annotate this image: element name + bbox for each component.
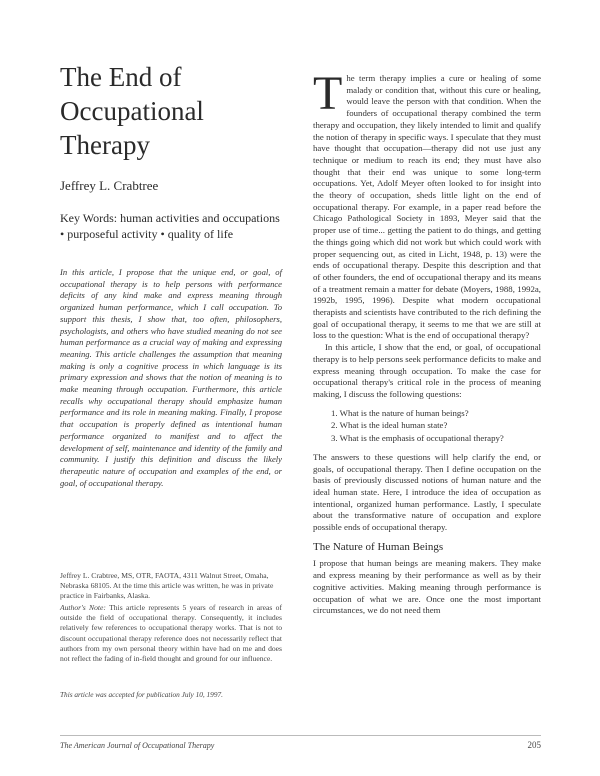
author-affiliation: Jeffrey L. Crabtree, MS, OTR, FAOTA, 4311 Walnut Street, Omaha, Nebraska 68105. At the time this article was written, he was in private practice in Fairbanks, Alaska. (60, 571, 274, 601)
title-line-1: The End of (60, 62, 182, 92)
paragraph-intro-text: he term therapy implies a cure or healing of some malady or condition that, without this cure or healing, would leave the person with that condition. When the founders of occupational therapy combined the term therapy and occupation, they likely intended to limit and qualify the notion of therapy in specific ways. I speculate that they must have thought that occupation—therapy did not use just any technique or medium to reach its end; they must have also thought that their end was unique to some long-term occupations. Yet, Adolf Meyer often looked to for insight into the theory of occupation, sheds little light on the end of occupational therapy. For example, in a paper read before the Chicago Pathological Society in 1893, Meyer said that the proper use of time... getting the patient to do things, and getting the things going which did not work but which could work with proper sequencing out, as cited in Licht, 1948, p. 13) were the ends of occupational therapy. Despite this description and that of other founders, the end of occupational therapy and its means of a treatment remain a matter for debate (Moyers, 1988, 1992a, 1992b, 1995, 1996). Despite what modern occupational therapists and scientists have contributed to the rich defining the goal of occupational therapy, it seems to me that we are still at loss to the question: What is the end of occupational therapy? (313, 73, 541, 341)
body-column (313, 67, 541, 617)
title-block (60, 60, 282, 242)
keywords: Key Words: human activities and occupations • purposeful activity • quality of life (60, 211, 280, 241)
paragraph-nature: I propose that human beings are meaning makers. They make and express meaning by their performance as well as by their cognitive activities. Making meaning through performance is occupation of what we are. Once one the most important circumstances, we do not need them (313, 558, 541, 616)
author-note (60, 603, 282, 664)
page-number: 205 (527, 740, 541, 750)
author-note-text: This article represents 5 years of research in areas of outside the field of occupational therapy. Consequently, it includes relatively few references to occupational therapy works. That is not to discount occupational therapy reference does not necessarily reflect that authors from my own personal theory within have had on me and does not reflect the fading of in-field thought and ground for our influence. (60, 603, 282, 664)
question-item: 3. What is the emphasis of occupational therapy? (331, 433, 504, 444)
question-item: 1. What is the nature of human beings? (331, 407, 469, 418)
section-heading: The Nature of Human Beings (313, 540, 444, 553)
article-title (60, 60, 282, 162)
paragraph-thesis: In this article, I show that the end, or goal, of occupational therapy is to help persons seek performance deficits to make and express meaning through occupation. To make the case for occupational therapy's critical role in the process of meaning making, I discuss the following questions: (313, 342, 541, 399)
received-date: This article was accepted for publication July 10, 1997. (60, 690, 223, 699)
journal-name: The American Journal of Occupational Therapy (60, 741, 215, 750)
question-item: 2. What is the ideal human state? (331, 420, 448, 431)
abstract: In this article, I propose that the unique end, or goal, of occupational therapy is to help persons with performance deficits of any kind make and express meaning through organized human performance, which I call occupation. To support this thesis, I show that, too often, philosophers, psychologists, and others who have studied meaning do not see human performance as a crucial way of making and expressing meaning. This article challenges the assumption that meaning making is only a cognitive process in which language is its primary expression and shows that the notion of meaning is to make meaning through occupation. Furthermore, this article recalls why occupational therapy should emphasize human performance and its role in meaning making. Finally, I propose that occupation is properly defined as intentional human performance organized to manifest and to affect the development of self, maintenance and identity of the family and community. I justify this definition and discuss the likely therapeutic nature of occupation and examples of the end, or goal, of occupational therapy. (60, 267, 282, 488)
author-note-label: Author's Note: (60, 603, 106, 612)
drop-cap: T (313, 67, 343, 120)
author-name: Jeffrey L. Crabtree (60, 178, 159, 193)
paragraph-answers: The answers to these questions will help clarify the end, or goals, of occupational therapy. Then I define occupation on the basis of previously discussed notions of human nature and the ideal human state. Here, I introduce the idea of occupation as intentional, organized human performance. Lastly, I speculate about the transformative nature of occupation and explore possible ends of occupational therapy. (313, 451, 541, 533)
paragraph-intro (313, 67, 541, 342)
footer-rule (60, 735, 541, 736)
title-line-2: Occupational Therapy (60, 96, 204, 160)
question-list (313, 408, 541, 445)
